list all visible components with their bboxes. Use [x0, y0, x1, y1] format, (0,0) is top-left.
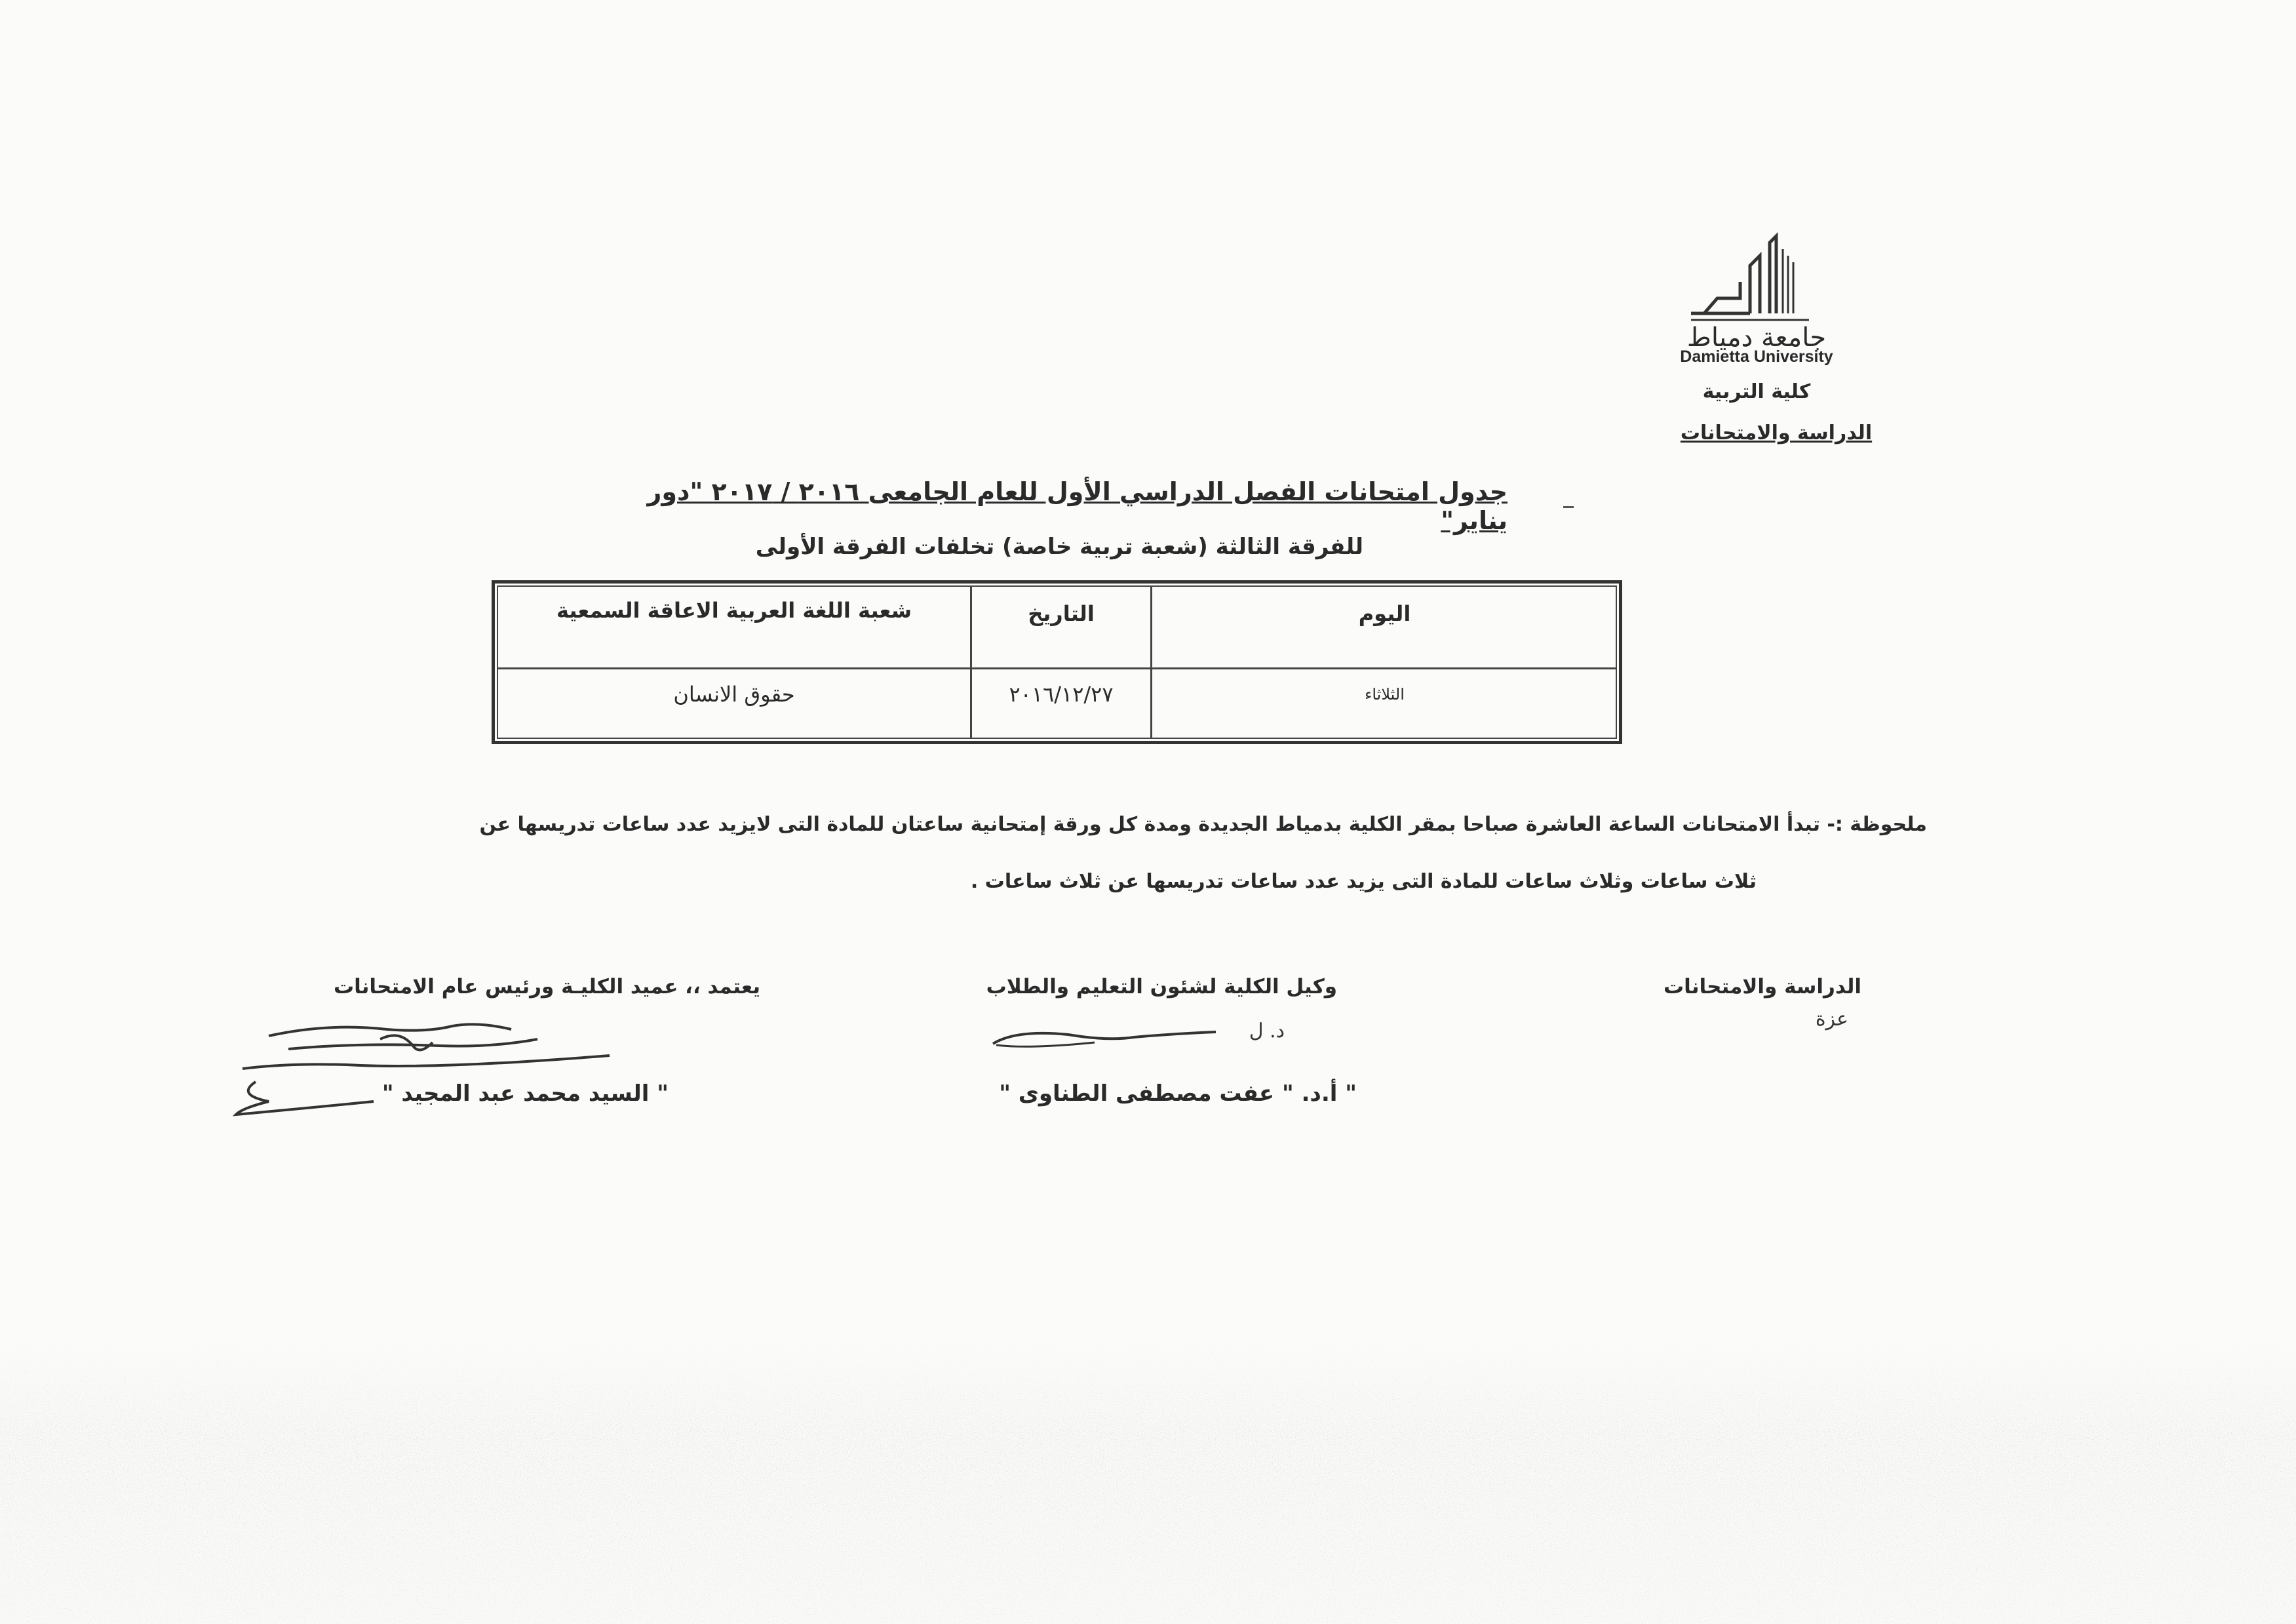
signature-dean-name: " السيد محمد عبد المجيد " — [381, 1080, 669, 1107]
university-name-english: Damietta University — [1680, 347, 1833, 366]
university-name-arabic: جامعة دمياط — [1686, 323, 1827, 353]
table-cell-day: الثلاثاء — [1365, 685, 1405, 703]
signature-exams-title: الدراسة والامتحانات — [1664, 975, 1861, 999]
table-header-day: اليوم — [1358, 601, 1411, 626]
signature-vice-dean-scribble — [990, 1023, 1219, 1056]
table-cell-subject: حقوق الانسان — [673, 682, 795, 707]
signature-vice-dean-name: " أ.د. " عفت مصطفى الطناوى " — [999, 1080, 1357, 1107]
faculty-name: كلية التربية — [1702, 380, 1811, 403]
note-line-2: ثلاث ساعات وثلاث ساعات للمادة التى يزيد عدد ساعات تدريسها عن ثلاث ساعات . — [970, 870, 1757, 893]
table-header-division: شعبة اللغة العربية الاعاقة السمعية — [556, 598, 912, 623]
signature-vice-dean-initials: د. ل — [1249, 1020, 1285, 1042]
stray-mark — [1563, 506, 1574, 508]
signature-vice-dean-title: وكيل الكلية لشئون التعليم والطلاب — [986, 975, 1337, 999]
signature-exams-initials: عزة — [1815, 1008, 1848, 1031]
scan-noise — [0, 1331, 2296, 1624]
university-logo — [1678, 229, 1835, 328]
table-divider — [1150, 587, 1152, 738]
signature-dean-title: يعتمد ،، عميد الكليـة ورئيس عام الامتحانات — [333, 975, 760, 999]
table-divider — [970, 587, 972, 738]
note-line-1: ملحوظة :- تبدأ الامتحانات الساعة العاشرة صباحا بمقر الكلية بدمياط الجديدة ومدة كل ورقة إمتحانية ساعتان للمادة التى لايزيد عدد ساعات تدريسها عن — [479, 813, 1927, 836]
table-divider — [498, 667, 1616, 669]
table-cell-date: ٢٠١٦/١٢/٢٧ — [1009, 682, 1114, 707]
department-name: الدراسة والامتحانات — [1680, 422, 1873, 445]
page-subtitle: للفرقة الثالثة (شعبة تربية خاصة) تخلفات الفرقة الأولى — [755, 534, 1363, 560]
page-title: جدول امتحانات الفصل الدراسي الأول للعام الجامعى ٢٠١٦ / ٢٠١٧ "دور يناير" — [647, 477, 1508, 535]
table-header-date: التاريخ — [1028, 601, 1095, 626]
